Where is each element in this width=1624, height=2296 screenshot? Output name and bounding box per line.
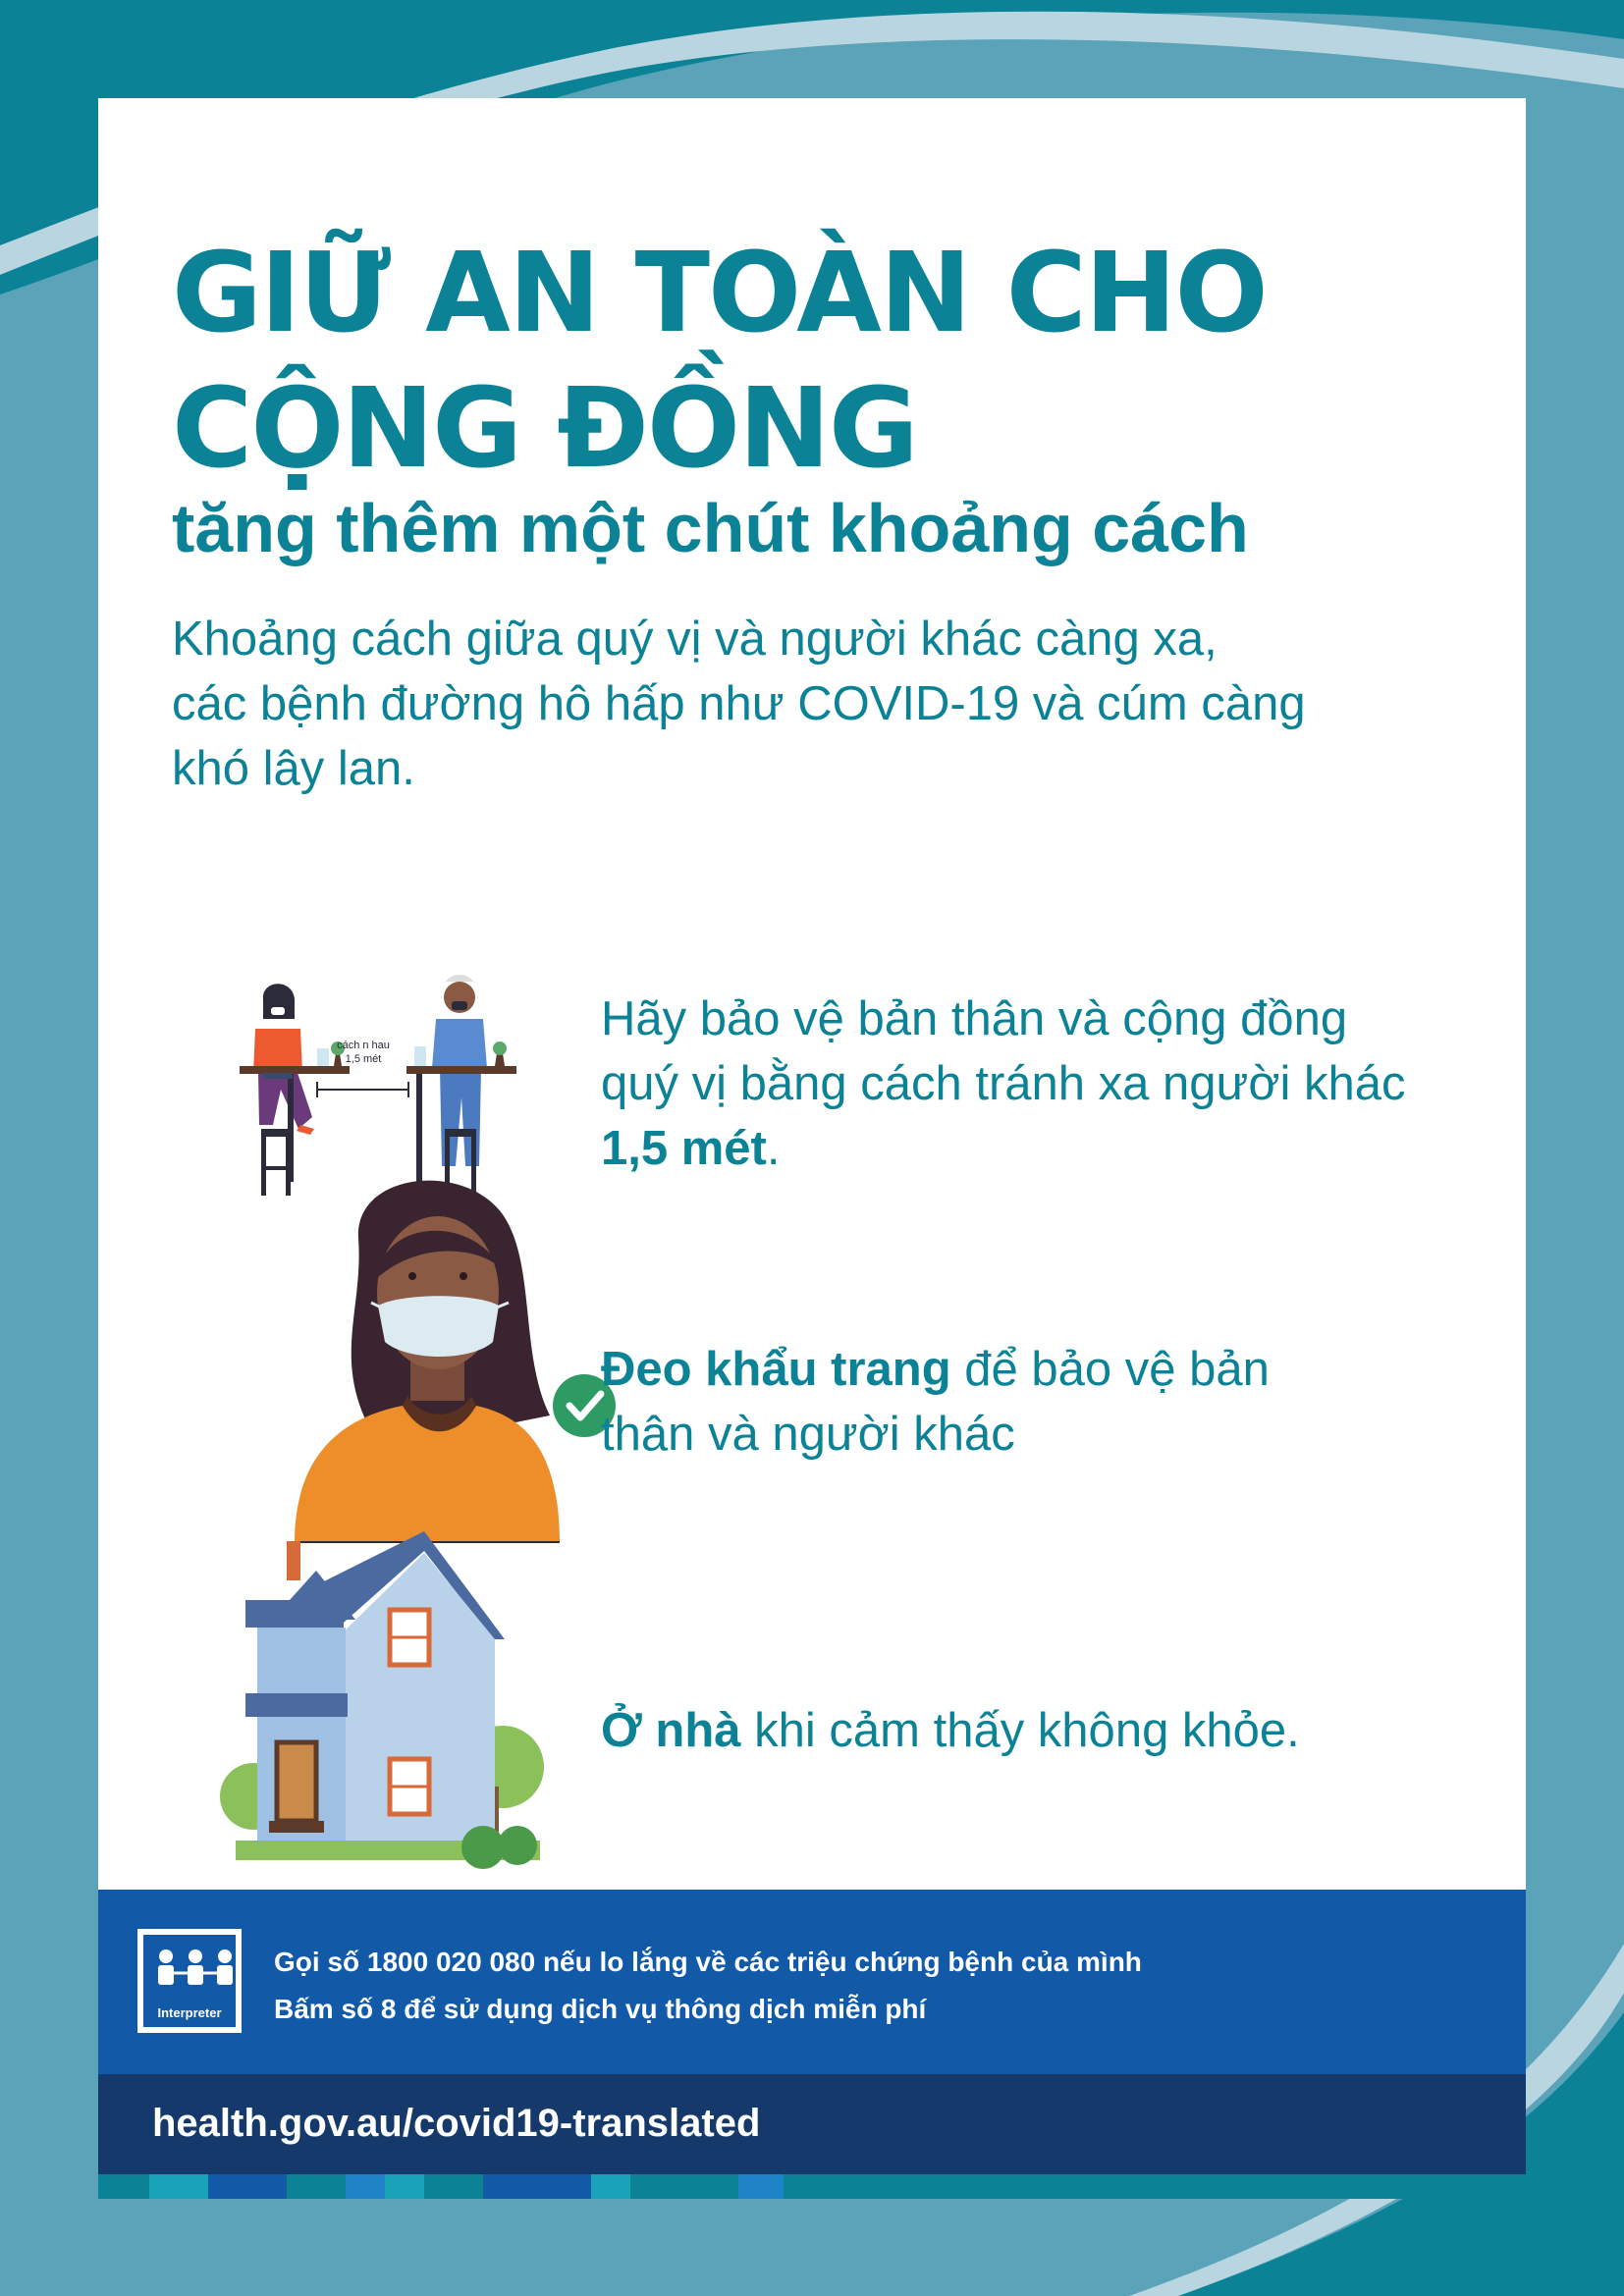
tip-stay-home-emphasis: Ở nhà [601, 1704, 741, 1757]
tip-mask-line-2: thân và người khác [601, 1408, 1015, 1461]
tip-mask-line-1 [601, 1337, 1270, 1402]
tip-stay-home-line [601, 1698, 1300, 1763]
website-banner [98, 2074, 1526, 2174]
intro-line-2: các bệnh đường hô hấp như COVID-19 và cúm càng [172, 677, 1306, 730]
intro-line-3: khó lây lan. [172, 742, 415, 795]
tip-distance-emphasis: 1,5 mét [601, 1122, 767, 1175]
house-illustration [218, 1502, 552, 1875]
poster-card [98, 98, 1526, 2199]
physical-distancing-illustration [204, 872, 518, 1205]
intro-line-1: Khoảng cách giữa quý vị và người khác càng xa, [172, 613, 1218, 666]
interpreter-logo [137, 1929, 242, 2033]
distance-label-line-2: 1,5 mét [345, 1053, 382, 1065]
tip-mask-emphasis: Đeo khẩu trang [601, 1343, 951, 1396]
poster-subtitle: tăng thêm một chút khoảng cách [172, 490, 1249, 566]
tip-distance-line-2: quý vị bằng cách tránh xa người khác [601, 1057, 1406, 1110]
distance-label-line-1: cách n hau [337, 1040, 390, 1051]
intro-paragraph [172, 607, 1306, 801]
decorative-color-strip [98, 2174, 1526, 2199]
info-banner [98, 1890, 1526, 2074]
interpreter-logo-label: Interpreter [157, 2005, 222, 2020]
face-mask-illustration [275, 1160, 648, 1543]
title-line-1: GIỮ AN TOÀN CHO [172, 230, 1267, 357]
interpreter-service-text: Bấm số 8 để sử dụng dịch vụ thông dịch miễn phí [274, 1994, 927, 2024]
interpreter-logo-frame [143, 1935, 236, 2027]
tip-stay-home [601, 1698, 1300, 1763]
call-number-text: Gọi số 1800 020 080 nếu lo lắng về các triệu chứng bệnh của mình [274, 1947, 1142, 1977]
tip-distance-line-1: Hãy bảo vệ bản thân và cộng đồng [601, 992, 1348, 1045]
website-link[interactable]: health.gov.au/covid19-translated [152, 2102, 761, 2145]
tip-distance-line-3 [601, 1116, 1405, 1181]
tip-mask-rest: để bảo vệ bản [950, 1343, 1270, 1396]
title-line-2: CỘNG ĐỒNG [172, 365, 917, 493]
tip-distance-period: . [766, 1122, 781, 1175]
poster-title [172, 226, 1267, 497]
tip-stay-home-rest: khi cảm thấy không khỏe. [740, 1704, 1300, 1757]
interpreter-people-icon [154, 1948, 237, 1989]
tip-distance [601, 987, 1405, 1181]
info-text [274, 1939, 1142, 2033]
tip-mask [601, 1337, 1270, 1467]
